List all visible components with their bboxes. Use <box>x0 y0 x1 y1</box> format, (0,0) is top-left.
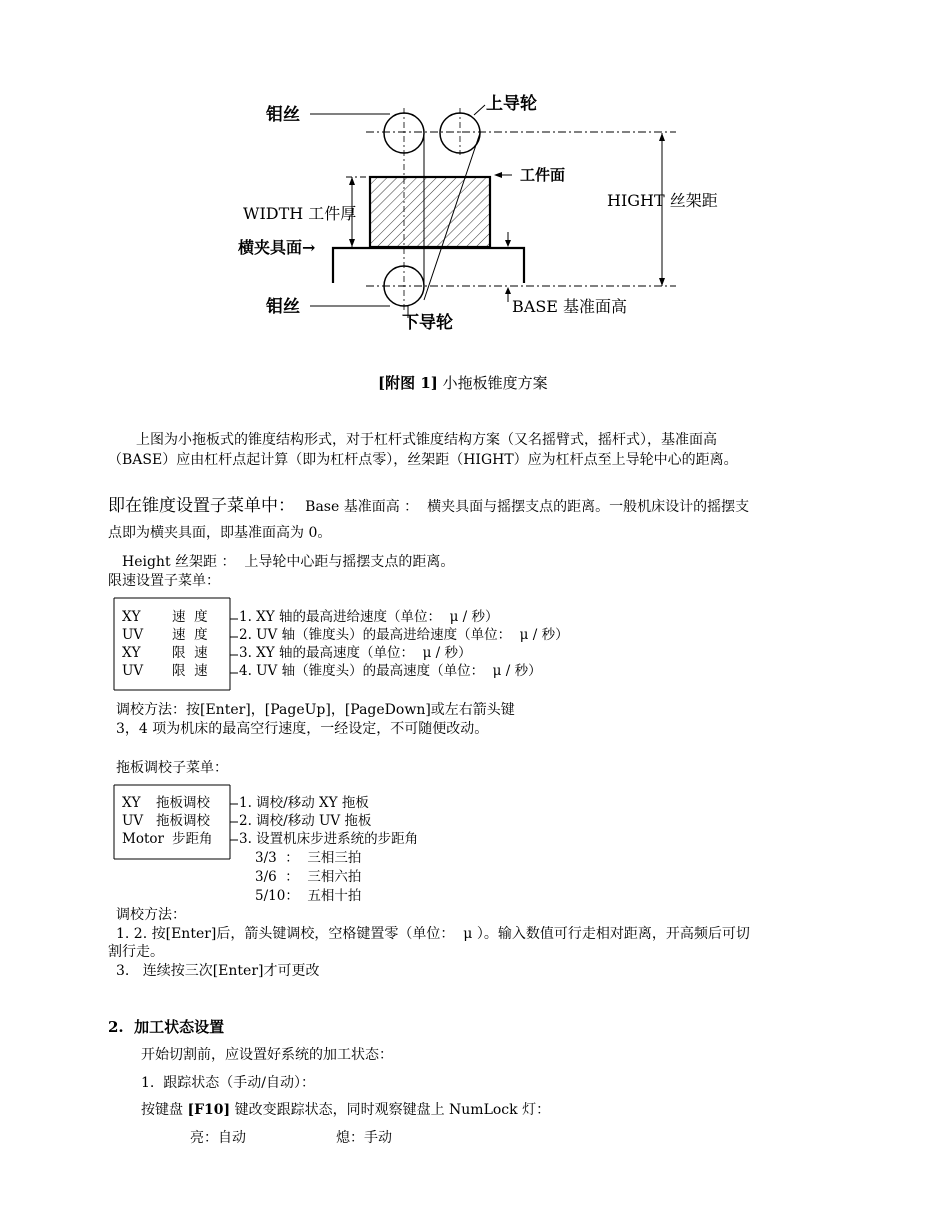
label-width: WIDTH 工件厚 <box>243 204 357 223</box>
taper-menu-line <box>108 496 749 517</box>
drag-step12-line2: 割行走。 <box>108 944 164 960</box>
drag-row-key: XY <box>122 795 141 811</box>
label-clamp-face: 横夹具面→ <box>238 238 316 257</box>
speed-row-name: 速 度 <box>172 627 208 643</box>
section-2-intro: 开始切割前，应设置好系统的加工状态： <box>141 1047 393 1063</box>
speed-row-desc: 4. UV 轴（锥度头）的最高速度（单位： μ / 秒） <box>239 663 542 679</box>
drag-menu-heading: 拖板调校子菜单： <box>116 760 228 776</box>
label-lower-guide: 下导轮 <box>402 313 453 333</box>
drag-row-desc: 2. 调校/移动 UV 拖板 <box>239 813 372 829</box>
speed-row-key: UV <box>122 663 144 679</box>
drag-step3: 3. 连续按三次[Enter]才可更改 <box>116 963 320 979</box>
label-mo-wire-top: 钼丝 <box>266 105 300 125</box>
clamp-table <box>333 248 524 283</box>
speed-row-key: UV <box>122 627 144 643</box>
numlock-off-state: 熄：手动 <box>336 1130 392 1146</box>
speed-adjust-method: 调校方法：按[Enter]，[PageUp]，[PageDown]或左右箭头键 <box>116 702 515 718</box>
drag-row-name: 步距角 <box>172 831 213 847</box>
label-upper-guide: 上导轮 <box>486 94 537 114</box>
label-hight: HIGHT 丝架距 <box>607 191 718 210</box>
step-angle-option: 3/6 ： 三相六拍 <box>255 869 362 885</box>
speed-note: 3，4 项为机床的最高空行速度，一经设定，不可随便改动。 <box>116 721 489 737</box>
caption-tag: [附图 1] <box>378 374 438 392</box>
label-workpiece-face: 工件面 <box>520 166 566 184</box>
taper-base-line: Base 基准面高 ： 横夹具面与摇摆支点的距离。一般机床设计的摇摆支 <box>305 499 750 515</box>
speed-row-key: XY <box>122 609 141 625</box>
section-2-title: 2. 加工状态设置 <box>108 1018 225 1036</box>
speed-row-name: 限 速 <box>172 645 208 661</box>
label-base: BASE 基准面高 <box>512 297 628 316</box>
step-angle-option: 3/3 ： 三相三拍 <box>255 850 362 866</box>
drag-row-key: Motor <box>122 831 164 847</box>
speed-row-desc: 3. XY 轴的最高速度（单位： μ / 秒） <box>239 645 472 661</box>
taper-menu-heading: 即在锥度设置子菜单中： <box>108 496 295 516</box>
figure-caption <box>378 374 548 393</box>
workpiece <box>370 177 490 247</box>
section-2-item1: 1. 跟踪状态（手动/自动）： <box>141 1075 315 1091</box>
taper-base-line-2: 点即为横夹具面，即基准面高为 0。 <box>108 525 332 541</box>
drag-step12-line1: 1. 2. 按[Enter]后，箭头键调校，空格键置零（单位： μ ）。输入数值可行走相对距离，开高频后可切 <box>116 926 750 942</box>
intro-line-2: （BASE）应由杠杆点起计算（即为杠杆点零），丝架距（HIGHT）应为杠杆点至上导轮中心的距离。 <box>108 452 738 468</box>
intro-line-1: 上图为小拖板式的锥度结构形式，对于杠杆式锥度结构方案（又名摇臂式，摇杆式），基准面高 <box>136 432 717 448</box>
speed-row-key: XY <box>122 645 141 661</box>
drag-row-desc: 1. 调校/移动 XY 拖板 <box>239 795 369 811</box>
drag-row-name: 拖板调校 <box>156 813 210 829</box>
label-mo-wire-bottom: 钼丝 <box>266 297 300 317</box>
speed-row-name: 限 速 <box>172 663 208 679</box>
speed-row-desc: 2. UV 轴（锥度头）的最高进给速度（单位： μ / 秒） <box>239 627 569 643</box>
numlock-on-state: 亮：自动 <box>190 1130 246 1146</box>
taper-height-line: Height 丝架距 ： 上导轮中心距与摇摆支点的距离。 <box>122 554 455 570</box>
step-angle-option: 5/10： 五相十拍 <box>255 888 362 904</box>
drag-row-desc: 3. 设置机床步进系统的步距角 <box>239 831 419 847</box>
key-line-suffix: 键改变跟踪状态，同时观察键盘上 NumLock 灯： <box>234 1102 551 1118</box>
f10-key: [F10] <box>187 1102 231 1118</box>
speed-row-name: 速 度 <box>172 609 208 625</box>
section-2-key-line <box>141 1102 550 1120</box>
speed-row-desc: 1. XY 轴的最高进给速度（单位： μ / 秒） <box>239 609 499 625</box>
taper-diagram <box>0 0 950 400</box>
drag-row-name: 拖板调校 <box>156 795 210 811</box>
drag-adjust-heading: 调校方法： <box>116 907 186 923</box>
drag-row-key: UV <box>122 813 144 829</box>
speed-menu-heading: 限速设置子菜单： <box>108 573 220 589</box>
key-line-prefix: 按键盘 <box>141 1102 183 1118</box>
caption-text: 小拖板锥度方案 <box>442 374 548 392</box>
